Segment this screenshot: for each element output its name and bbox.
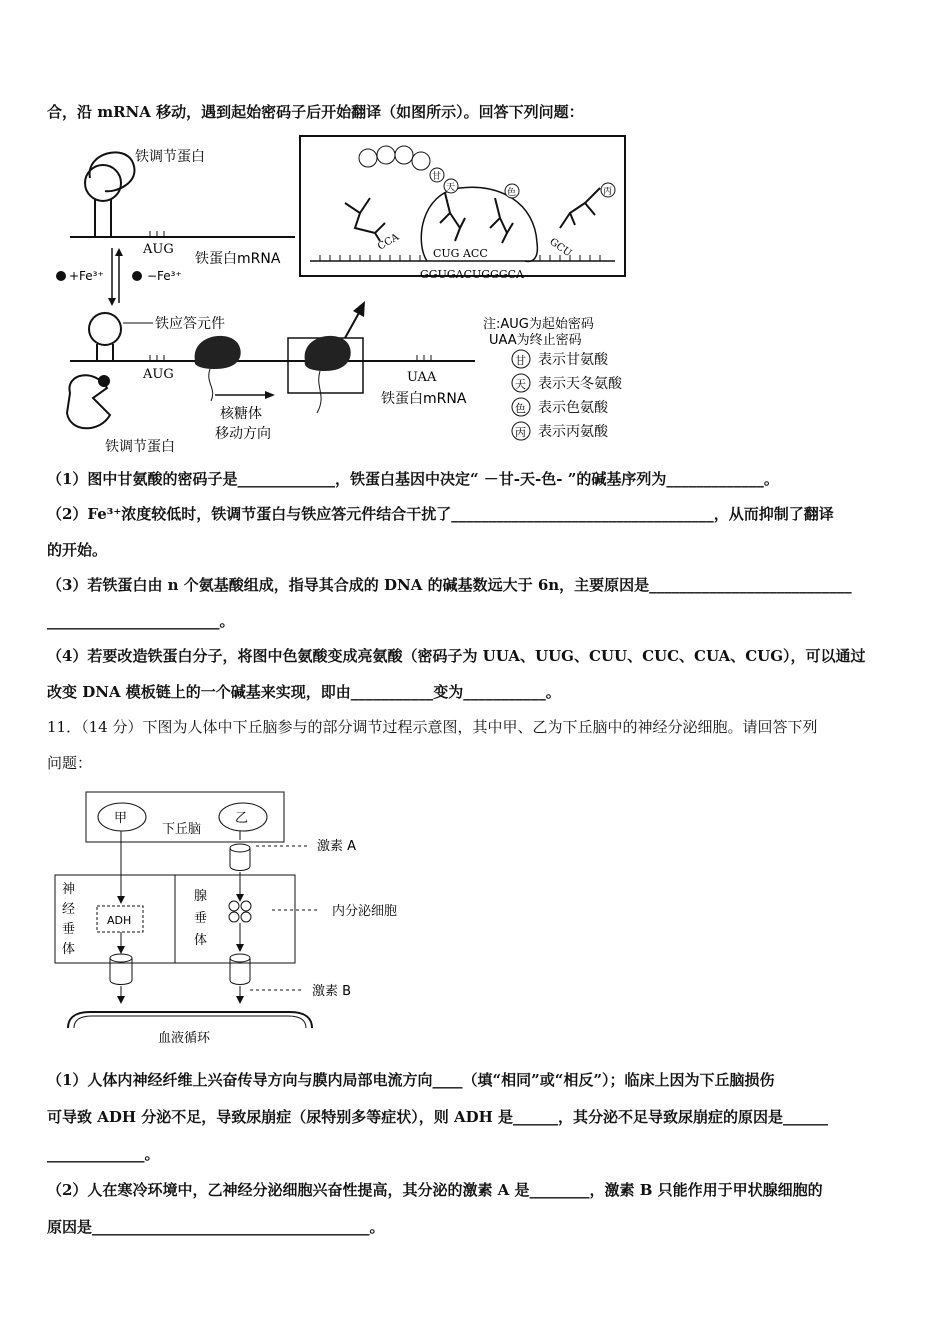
stem-loop-mid [89,313,121,345]
label-adeno-3: 体 [194,933,208,948]
aa-asp-top: 天 [446,183,456,193]
label-hypothalamus: 下丘脑 [162,822,202,837]
label-fe-minus: −Fe³⁺ [147,269,182,283]
ferritin-figure [55,133,645,453]
label-inset-codons: CUG ACC [433,247,488,260]
label-inset-mrna: GGUGACUGGGCA [420,268,524,281]
label-neuro-4: 体 [62,942,76,957]
label-adeno-2: 垂 [194,911,208,926]
label-iron-reg-top: 铁调节蛋白 [135,149,205,165]
intro-line: 合，沿 mRNA 移动，遇到起始密码子后开始翻译（如图所示）。回答下列问题： [47,103,584,121]
legend-icon-trp: 色 [515,402,526,415]
problem-11-line-2: 问题： [47,754,93,772]
label-neuro-3: 垂 [62,922,76,937]
question-3-line-1: （3）若铁蛋白由 n 个氨基酸组成，指导其合成的 DNA 的碱基数远大于 6n，主要原因是___________________________ [47,576,852,594]
label-aug-bottom: AUG [143,367,174,382]
blood-vessel-top [68,1012,312,1028]
label-anticodon-left: CCA [376,231,402,253]
label-endocrine: 内分泌细胞 [332,904,398,919]
label-neuro-2: 经 [62,902,76,917]
question-4-line-1: （4）若要改造铁蛋白分子，将图中色氨酸变成亮氨酸（密码子为 UUA、UUG、CUU、CUC、CUA、CUG），可以通过 [47,647,866,665]
label-neuro-1: 神 [62,882,76,897]
question-2-line-2: 的开始。 [47,541,108,559]
legend-icon-gly: 甘 [515,354,526,367]
question-1: （1）图中甘氨酸的密码子是_____________，铁蛋白基因中决定“ －甘-天-色- ”的碱基序列为_____________。 [47,470,779,488]
trna-left [345,198,385,241]
label-iron-reg-bottom: 铁调节蛋白 [105,439,175,453]
label-ribosome-1: 核糖体 [220,406,262,422]
label-adh: ADH [107,914,132,927]
legend [512,350,623,440]
label-ire: 铁应答元件 [155,316,225,332]
trna-ala [560,188,600,228]
label-yi: 乙 [235,811,249,826]
label-aug-top: AUG [143,242,174,257]
ribosome-2 [305,336,351,371]
label-anticodon-right: GCU [547,236,574,260]
iron-reg-protein-top [85,152,135,237]
question-3-line-2: _______________________。 [47,612,235,630]
note-start: 注:AUG为起始密码 [483,317,594,332]
ribosome-1 [195,336,241,369]
problem-11-line-1: 11．（14 分）下图为人体中下丘脑参与的部分调节过程示意图，其中甲、乙为下丘脑中的神经分泌细胞。请回答下列 [47,718,818,736]
label-fe-plus: +Fe³⁺ [69,269,104,283]
label-uaa: UAA [407,370,437,385]
label-blood: 血液循环 [158,1031,211,1046]
label-adeno-1: 腺 [194,889,208,904]
stem-loop-top [85,165,121,201]
hypothalamus-figure [50,790,430,1055]
aa-gly-top: 甘 [432,172,442,182]
label-jia: 甲 [114,811,128,826]
legend-ala: 表示丙氨酸 [538,424,608,440]
label-hormone-b: 激素 B [312,984,352,999]
label-ribosome-2: 移动方向 [215,426,271,442]
trna-trp [490,198,513,243]
question-4-line-2: 改变 DNA 模板链上的一个碱基来实现，即由___________变为___________。 [47,683,561,701]
question-2-line-1: （2）Fe³⁺浓度较低时，铁调节蛋白与铁应答元件结合干扰了___________________________________，从而抑制了翻译 [47,505,834,523]
q11-1-line-1: （1）人体内神经纤维上兴奋传导方向与膜内局部电流方向____（填“相同”或“相反”）；临床上因为下丘脑损伤 [47,1071,775,1089]
label-hormone-a: 激素 A [317,839,357,854]
q11-2-line-1: （2）人在寒冷环境中，乙神经分泌细胞兴奋性提高，其分泌的激素 A 是________，激素 B 只能作用于甲状腺细胞的 [47,1181,823,1199]
label-ferritin-mrna-top: 铁蛋白mRNA [195,251,281,267]
trna-gly [440,193,465,241]
q11-1-line-3: _____________。 [47,1145,160,1163]
legend-gly: 表示甘氨酸 [538,352,608,368]
q11-2-line-2: 原因是_____________________________________。 [47,1218,385,1236]
q11-1-line-2: 可导致 ADH 分泌不足，导致尿崩症（尿特别多等症状），则 ADH 是______，其分泌不足导致尿崩症的原因是______ [47,1108,829,1126]
aa-ala-top: 丙 [603,187,613,197]
legend-icon-asp: 天 [515,378,526,391]
endocrine-cells [229,901,251,922]
aa-trp-top: 色 [507,188,517,198]
legend-asp: 表示天冬氨酸 [538,376,622,392]
label-ferritin-mrna-bottom: 铁蛋白mRNA [381,391,467,407]
legend-icon-ala: 丙 [515,426,526,439]
legend-trp: 表示色氨酸 [538,400,608,416]
note-stop: UAA为终止密码 [489,333,582,348]
